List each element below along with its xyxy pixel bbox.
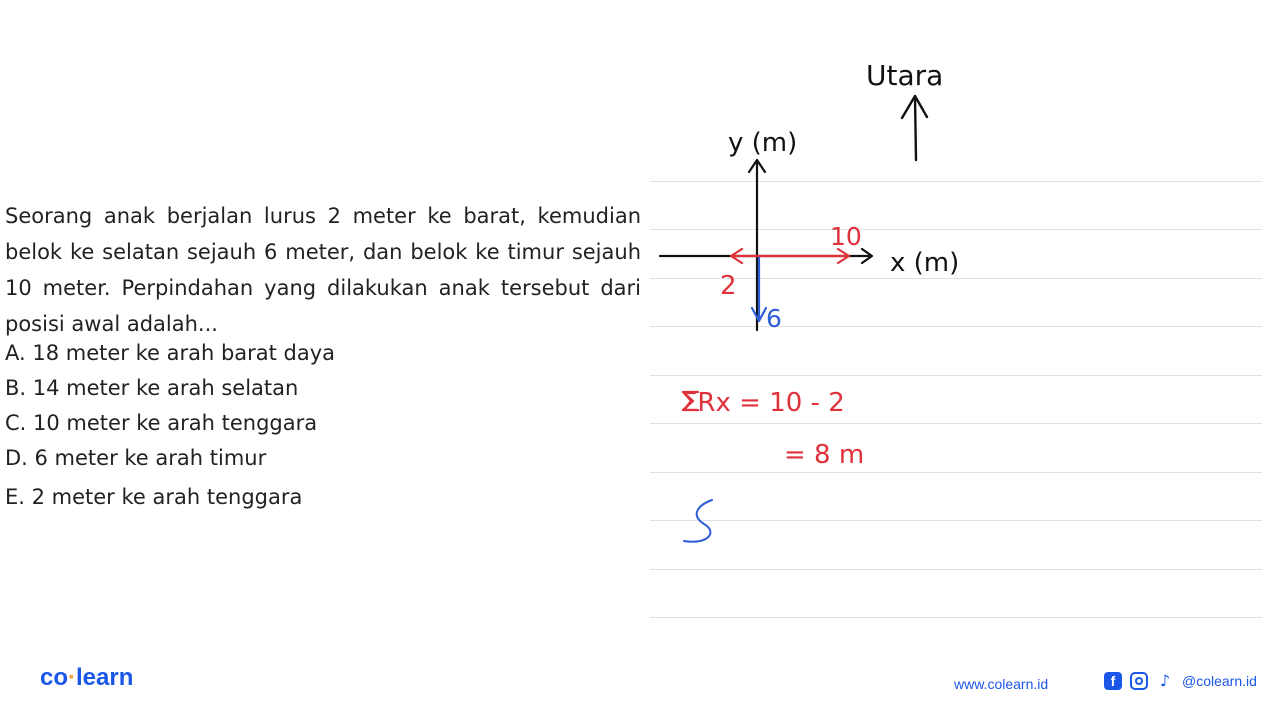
east-vector <box>757 249 849 263</box>
social-links <box>1104 672 1257 690</box>
west-value: 2 <box>720 271 737 301</box>
east-value: 10 <box>830 222 862 251</box>
option-e: E. 2 meter ke arah tenggara <box>5 485 303 509</box>
option-a: A. 18 meter ke arah barat daya <box>5 341 336 365</box>
option-c: C. 10 meter ke arah tenggara <box>5 411 318 435</box>
sum-line-2: = 8 m <box>784 440 865 470</box>
social-handle[interactable]: @colearn.id <box>1182 673 1257 689</box>
website-link[interactable]: www.colearn.id <box>954 676 1049 692</box>
y-axis-label: y (m) <box>728 128 798 158</box>
south-vector <box>752 258 766 321</box>
facebook-icon[interactable]: f <box>1104 672 1122 690</box>
colearn-logo: co·learn <box>40 664 134 691</box>
instagram-icon[interactable] <box>1130 672 1148 690</box>
north-label: Utara <box>866 59 944 92</box>
west-vector <box>731 249 757 263</box>
option-b: B. 14 meter ke arah selatan <box>5 376 299 400</box>
squiggle-mark <box>684 500 712 542</box>
north-arrow <box>902 96 927 160</box>
question-text: Seorang anak berjalan lurus 2 meter ke barat, kemudian belok ke selatan sejauh 6 meter, dan belok ke timur sejauh 10 meter. Perpindahan yang dilakukan anak tersebut dari posisi awal adalah... <box>5 204 641 336</box>
tiktok-icon[interactable]: ♪ <box>1159 671 1171 690</box>
south-value: 6 <box>766 304 782 333</box>
sum-line-1: ΣRx = 10 - 2 <box>681 388 845 418</box>
logo-co: co <box>40 664 69 691</box>
y-axis <box>749 160 765 330</box>
logo-learn: learn <box>76 664 134 691</box>
option-d: D. 6 meter ke arah timur <box>5 446 267 470</box>
x-axis-label: x (m) <box>890 248 960 278</box>
